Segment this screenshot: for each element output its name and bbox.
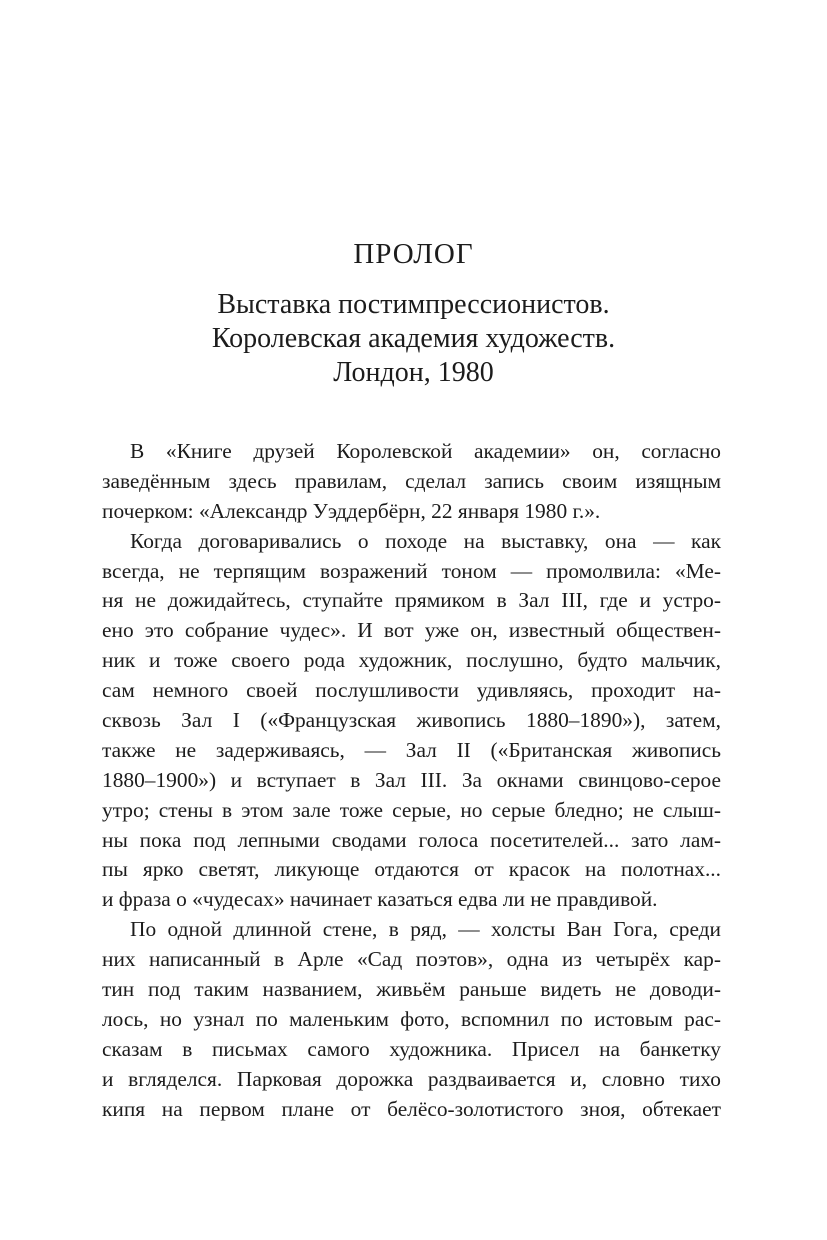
text-line: заведённым здесь правилам, сделал запись своим изящным <box>102 468 721 493</box>
text-line: сказам в письмах самого художника. Присел на банкетку <box>102 1036 721 1061</box>
text-line: пы ярко светят, ликующе отдаются от красок на полотнах... <box>102 857 721 882</box>
chapter-subtitle <box>0 288 827 390</box>
text-line: почерком: «Александр Уэддербёрн, 22 января 1980 г.». <box>102 498 601 523</box>
text-line: сам немного своей послушливости удивляясь, проходит на- <box>102 678 721 703</box>
text-line: утро; стены в этом зале тоже серые, но серые бледно; не слыш- <box>102 797 721 822</box>
text-line: всегда, не терпящим возражений тоном — промолвила: «Ме- <box>102 558 721 583</box>
text-line: По одной длинной стене, в ряд, — холсты Ван Гога, среди <box>130 917 721 942</box>
text-line: ня не дожидайтесь, ступайте прямиком в Зал III, где и устро- <box>102 588 721 613</box>
paragraph <box>102 527 721 916</box>
paragraph <box>102 915 721 1124</box>
text-line: лось, но узнал по маленьким фото, вспомнил по истовым рас- <box>102 1006 721 1031</box>
text-line: сквозь Зал I («Французская живопись 1880–1890»), затем, <box>102 708 721 733</box>
chapter-title: ПРОЛОГ <box>353 238 474 270</box>
text-line: В «Книге друзей Королевской академии» он, согласно <box>130 439 721 463</box>
body-text <box>102 437 721 1124</box>
text-line: ны пока под лепными сводами голоса посетителей... зато лам- <box>102 827 721 852</box>
text-line: кипя на первом плане от белёсо-золотистого зноя, обтекает <box>102 1096 721 1121</box>
paragraph <box>102 437 721 527</box>
text-line: ено это собрание чудес». И вот уже он, известный обществен- <box>102 618 721 643</box>
text-line: и вгляделся. Парковая дорожка раздваивается и, словно тихо <box>102 1066 721 1091</box>
text-line: Когда договаривались о походе на выставку, она — как <box>130 528 721 553</box>
text-line: тин под таким названием, живьём раньше видеть не доводи- <box>102 977 721 1002</box>
text-line: также не задерживаясь, — Зал II («Британская живопись <box>102 737 721 762</box>
text-line: ник и тоже своего рода художник, послушно, будто мальчик, <box>102 648 721 673</box>
subtitle-line: Выставка постимпрессионистов. <box>217 289 610 320</box>
text-line: 1880–1900») и вступает в Зал III. За окнами свинцово-серое <box>102 767 721 792</box>
subtitle-line: Королевская академия художеств. <box>211 323 616 354</box>
text-line: них написанный в Арле «Сад поэтов», одна из четырёх кар- <box>102 947 721 972</box>
subtitle-line: Лондон, 1980 <box>333 357 494 388</box>
text-line: и фраза о «чудесах» начинает казаться едва ли не правдивой. <box>102 887 658 912</box>
